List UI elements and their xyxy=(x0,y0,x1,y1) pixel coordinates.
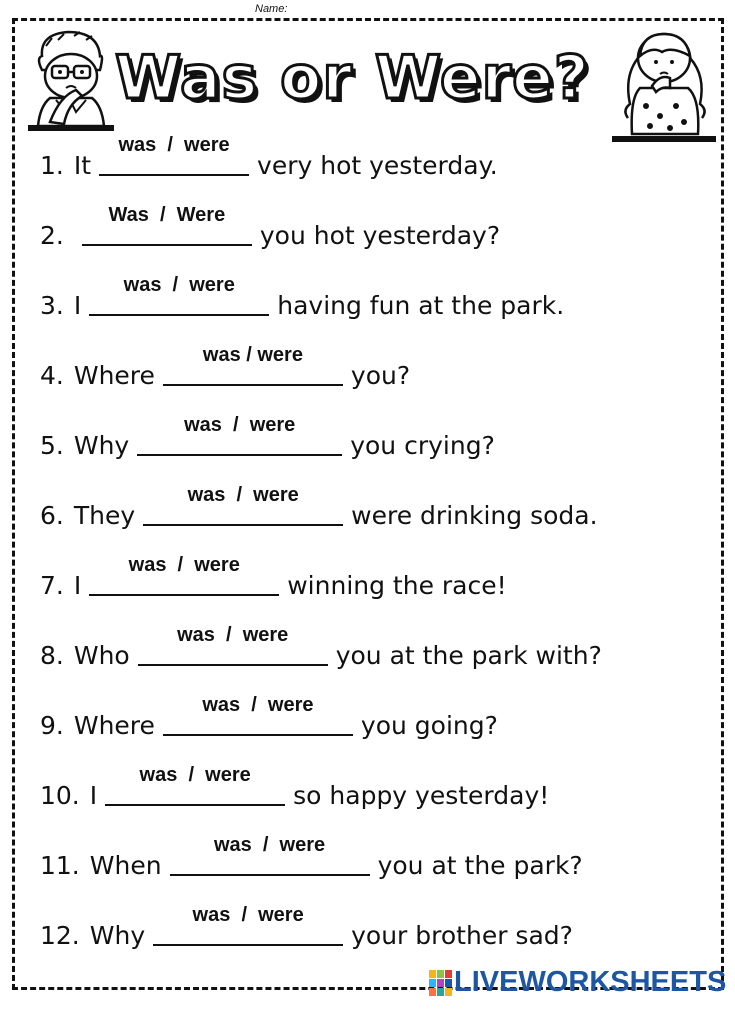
question-number: 5. xyxy=(40,431,64,460)
question-text-before: I xyxy=(73,571,82,600)
question-text-before: It xyxy=(73,151,92,180)
question-number: 2. xyxy=(40,221,64,250)
question-number: 10. xyxy=(40,781,80,810)
answer-blank[interactable] xyxy=(163,344,343,386)
question-text-before: They xyxy=(73,501,136,530)
logo-text: LIVEWORKSHEETS xyxy=(454,966,727,998)
question-row xyxy=(40,624,602,670)
answer-blank[interactable] xyxy=(82,204,252,246)
question-number: 1. xyxy=(40,151,64,180)
answer-choice: was / were xyxy=(139,764,251,786)
answer-choice: was / were xyxy=(184,414,296,436)
answer-blank[interactable] xyxy=(170,834,370,876)
question-text-before: Where xyxy=(73,361,155,390)
answer-blank[interactable] xyxy=(138,624,328,666)
answer-choice: was / were xyxy=(177,624,289,646)
question-number: 3. xyxy=(40,291,64,320)
question-row xyxy=(40,484,598,530)
question-text-after: you? xyxy=(350,361,411,390)
question-row xyxy=(40,554,507,600)
question-text-after: very hot yesterday. xyxy=(257,151,498,180)
question-text-after: you hot yesterday? xyxy=(259,221,501,250)
question-number: 8. xyxy=(40,641,64,670)
question-number: 12. xyxy=(40,921,80,950)
question-text-before: When xyxy=(89,851,162,880)
page-title: Was or Were? xyxy=(115,43,590,113)
answer-choice: was / were xyxy=(123,274,235,296)
answer-choice: Was / Were xyxy=(108,204,226,226)
question-text-before: Why xyxy=(73,431,130,460)
answer-blank[interactable] xyxy=(143,484,343,526)
question-number: 4. xyxy=(40,361,64,390)
answer-choice: was / were xyxy=(213,834,326,856)
answer-choice: was / were xyxy=(187,484,299,506)
question-row xyxy=(40,274,565,320)
girl-thinking-clipart xyxy=(612,26,717,146)
answer-blank[interactable] xyxy=(153,904,343,946)
name-label: Name: xyxy=(255,3,288,15)
question-row xyxy=(40,904,573,950)
question-text-before: Where xyxy=(73,711,155,740)
answer-blank[interactable] xyxy=(163,694,353,736)
question-text-after: so happy yesterday! xyxy=(293,781,550,810)
answer-choice: was / were xyxy=(202,694,314,716)
question-text-after: your brother sad? xyxy=(351,921,573,950)
question-number: 9. xyxy=(40,711,64,740)
answer-choice: was / were xyxy=(192,904,304,926)
answer-blank[interactable] xyxy=(137,414,342,456)
question-row xyxy=(40,134,498,180)
question-text-after: you going? xyxy=(360,711,498,740)
answer-choice: was / were xyxy=(202,344,303,366)
question-row xyxy=(40,204,501,250)
question-row xyxy=(40,694,498,740)
question-text-after: you crying? xyxy=(350,431,495,460)
question-text-after: were drinking soda. xyxy=(351,501,598,530)
question-text-after: you at the park with? xyxy=(335,641,602,670)
liveworksheets-logo xyxy=(428,966,726,999)
question-text-before: Who xyxy=(73,641,130,670)
question-text-before: I xyxy=(89,781,98,810)
question-text-after: you at the park? xyxy=(377,851,583,880)
answer-choice: was / were xyxy=(118,134,230,156)
question-row xyxy=(40,764,550,810)
title-banner xyxy=(115,28,615,128)
answer-blank[interactable] xyxy=(99,134,249,176)
question-number: 11. xyxy=(40,851,80,880)
answer-blank[interactable] xyxy=(89,554,279,596)
answer-blank[interactable] xyxy=(105,764,285,806)
question-row xyxy=(40,834,583,880)
logo-icon xyxy=(428,968,454,998)
answer-choice: was / were xyxy=(128,554,240,576)
question-number: 7. xyxy=(40,571,64,600)
question-text-before: I xyxy=(73,291,82,320)
question-number: 6. xyxy=(40,501,64,530)
question-text-after: having fun at the park. xyxy=(277,291,565,320)
question-text-before: Why xyxy=(89,921,146,950)
answer-blank[interactable] xyxy=(89,274,269,316)
question-text-after: winning the race! xyxy=(287,571,507,600)
question-row xyxy=(40,414,495,460)
question-row xyxy=(40,344,411,390)
boy-thinking-clipart xyxy=(20,26,120,131)
